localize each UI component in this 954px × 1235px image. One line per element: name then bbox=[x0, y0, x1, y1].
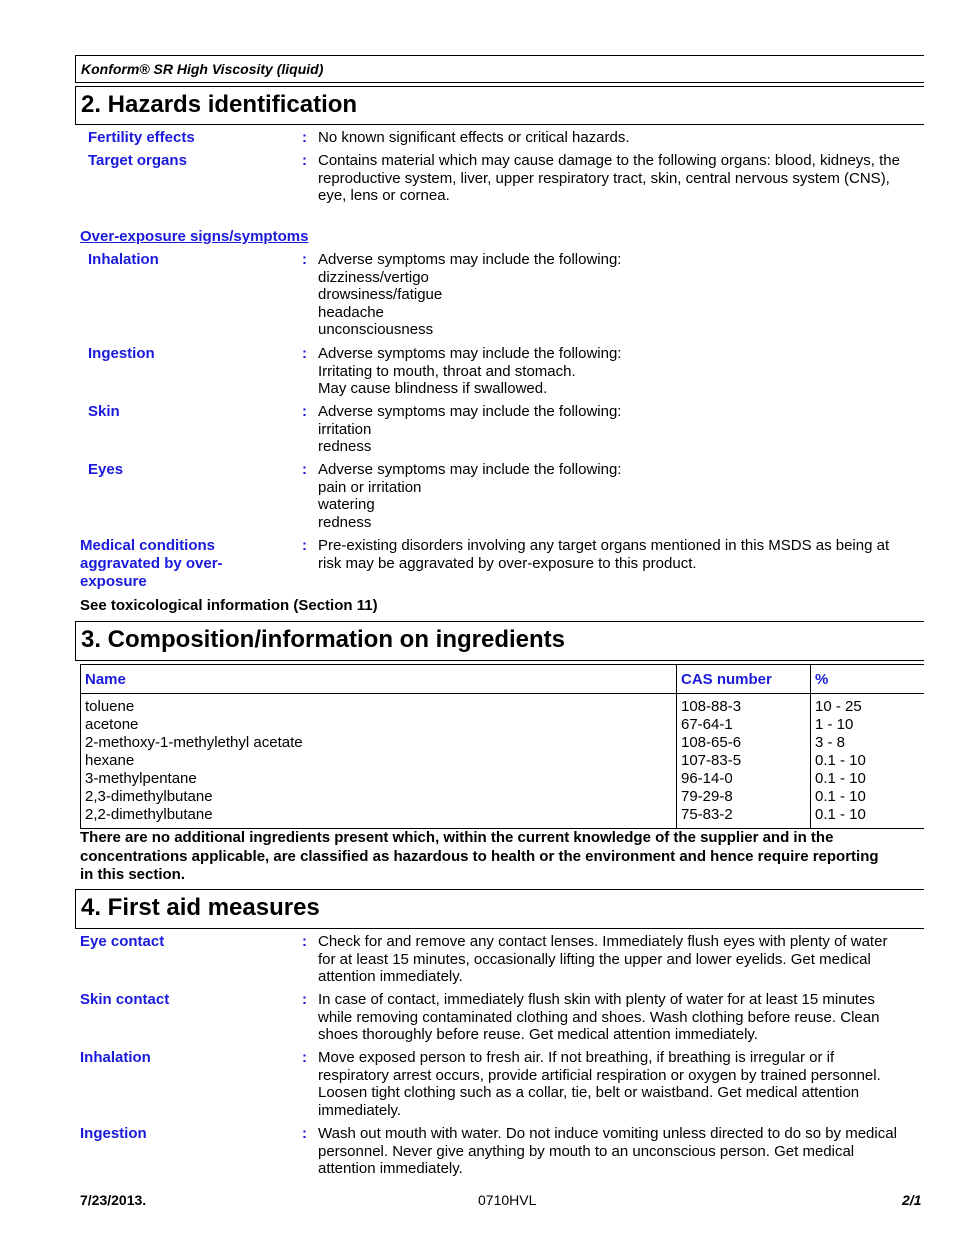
inhalation-value: Adverse symptoms may include the following: dizziness/vertigo drowsiness/fatigue headache unconsciousness bbox=[318, 251, 622, 338]
section3-header bbox=[75, 621, 924, 661]
skin-value: Adverse symptoms may include the following: irritation redness bbox=[318, 403, 622, 455]
table-row: 2-methoxy-1-methylethyl acetate 108-65-6 3 - 8 bbox=[81, 734, 925, 752]
footer-code: 0710HVL bbox=[478, 1192, 537, 1208]
table-row: 2,3-dimethylbutane 79-29-8 0.1 - 10 bbox=[81, 788, 925, 806]
skin-contact-value: In case of contact, immediately flush skin with plenty of water for at least 15 minutes while removing contaminated clothing and shoes. Wash clothing before reuse. Clean shoes thoroughly before reuse. Get medical attention immediately. bbox=[318, 991, 880, 1043]
target-organs-label: Target organs bbox=[88, 152, 187, 169]
section4-title: 4. First aid measures bbox=[81, 894, 320, 921]
page-number: 2/1 bbox=[902, 1192, 922, 1208]
eye-contact-label: Eye contact bbox=[80, 933, 165, 950]
table-row: toluene 108-88-3 10 - 25 bbox=[81, 694, 925, 717]
col-name: Name bbox=[81, 665, 677, 694]
fertility-value: No known significant effects or critical hazards. bbox=[318, 129, 630, 146]
table-row: 2,2-dimethylbutane 75-83-2 0.1 - 10 bbox=[81, 806, 925, 829]
eye-contact-value: Check for and remove any contact lenses. Immediately flush eyes with plenty of water for at least 15 minutes, occasionally lifting the upper and lower eyelids. Get medical attention immediately. bbox=[318, 933, 888, 985]
document-page: Konform® SR High Viscosity (liquid) 2. Hazards identification Fertility effects : No known significant effects or critical hazards. Target organs : Contains material which may cause damage to the following organs: blood, kidneys, the reproductive system, liver, upper respiratory tract, skin, central nervous system (CNS), eye, lens or cornea. Over-exposure signs/symptoms Inhalation : Adverse symptoms may include the following: dizziness/vertigo drowsiness/fatigue headache unconsciousness Ingestion : Adverse symptoms may include the following: Irritating to mouth, throat and stomach. May cause blindness if swallowed. Skin : Adverse symptoms may include the following: irritation redness Eyes : Adverse symptoms may include the following: pain or irritation watering redness Medical conditions aggravated by over- exposure : Pre-existing disorders involving any target organs mentioned in this MSDS as being at risk may be aggravated by over-exposure to this product. See toxicological information (Section 11) 3. Composition/information on ingredients Name CAS number % toluene 108-88-3 10 - 25 acetone 67-64-1 1 - 10 2-methoxy-1-methylethyl acetate 108-65-6 3 - 8 hexane 107-83-5 0.1 - 10 3-methylpentane 96-14-0 0.1 - 10 2,3-dimethylbutane 79-29-8 0.1 - 10 2,2-dimethylbutane 75-83-2 0.1 - 10 There are no additional ingredients present which, within the current knowledge of the supplier and in the concentrations applicable, are classified as hazardous to health or the environment and hence require reporting in this section. 4. First aid measures Eye contact : Check for and remove any contact lenses. Immediately flush eyes with plenty of water for at least 15 minutes, occasionally lifting the upper and lower eyelids. Get medical attention immediately. Skin contact : In case of contact, immediately flush skin with plenty of water for at least 15 minutes while removing contaminated clothing and shoes. Wash clothing before reuse. Clean shoes thoroughly before reuse. Get medical attention immediately. Inhalation : Move exposed person to fresh air. If not breathing, if breathing is irregular or if respiratory arrest occurs, provide artificial respiration or oxygen by trained personnel. Loosen tight clothing such as a collar, tie, belt or waistband. Get medical attention immediately. Ingestion : Wash out mouth with water. Do not induce vomiting unless directed to do so by medical personnel. Never give anything by mouth to an unconscious person. Get medical attention immediately. 7/23/2013. 0710HVL 2/1 bbox=[0, 0, 954, 1235]
ingestion-value: Adverse symptoms may include the following: Irritating to mouth, throat and stomach. May cause blindness if swallowed. bbox=[318, 345, 622, 397]
section2-title: 2. Hazards identification bbox=[81, 91, 358, 118]
skin-contact-label: Skin contact bbox=[80, 991, 170, 1008]
col-percent: % bbox=[811, 665, 925, 694]
target-organs-value: Contains material which may cause damage to the following organs: blood, kidneys, the reproductive system, liver, upper respiratory tract, skin, central nervous system (CNS), eye, lens or cornea. bbox=[318, 152, 900, 204]
table-row: hexane 107-83-5 0.1 - 10 bbox=[81, 752, 925, 770]
first-aid-inhalation-label: Inhalation bbox=[80, 1049, 151, 1066]
inhalation-label: Inhalation bbox=[88, 251, 159, 268]
section3-title: 3. Composition/information on ingredients bbox=[81, 626, 565, 653]
eyes-label: Eyes bbox=[88, 461, 124, 478]
medical-conditions-label: Medical conditions aggravated by over- exposure bbox=[80, 537, 223, 590]
first-aid-ingestion-value: Wash out mouth with water. Do not induce vomiting unless directed to do so by medical personnel. Never give anything by mouth to an unconscious person. Get medical attention immediately. bbox=[318, 1125, 897, 1177]
first-aid-inhalation-value: Move exposed person to fresh air. If not breathing, if breathing is irregular or if respiratory arrest occurs, provide artificial respiration or oxygen by trained personnel. Loosen tight clothing such as a collar, tie, belt or waistband. Get medical attention immediately. bbox=[318, 1049, 881, 1119]
section4-header bbox=[75, 889, 924, 929]
ingestion-label: Ingestion bbox=[88, 345, 155, 362]
skin-label: Skin bbox=[88, 403, 120, 420]
first-aid-ingestion-label: Ingestion bbox=[80, 1125, 147, 1142]
table-row: acetone 67-64-1 1 - 10 bbox=[81, 716, 925, 734]
ingredients-table bbox=[80, 664, 924, 829]
see-tox-note: See toxicological information (Section 11) bbox=[80, 597, 378, 614]
medical-conditions-value: Pre-existing disorders involving any target organs mentioned in this MSDS as being at risk may be aggravated by over-exposure to this product. bbox=[318, 537, 890, 572]
ingredients-note: There are no additional ingredients present which, within the current knowledge of the supplier and in the concentrations applicable, are classified as hazardous to health or the environment and hence require reporting in this section. bbox=[80, 829, 879, 883]
product-header bbox=[75, 55, 924, 83]
section2-header bbox=[75, 86, 924, 125]
overexposure-link[interactable]: Over-exposure signs/symptoms bbox=[80, 228, 309, 245]
col-cas: CAS number bbox=[677, 665, 811, 694]
eyes-value: Adverse symptoms may include the following: pain or irritation watering redness bbox=[318, 461, 622, 531]
table-row: 3-methylpentane 96-14-0 0.1 - 10 bbox=[81, 770, 925, 788]
fertility-label: Fertility effects bbox=[88, 129, 195, 146]
product-name: Konform® SR High Viscosity (liquid) bbox=[81, 61, 324, 77]
footer-date: 7/23/2013. bbox=[80, 1192, 147, 1208]
